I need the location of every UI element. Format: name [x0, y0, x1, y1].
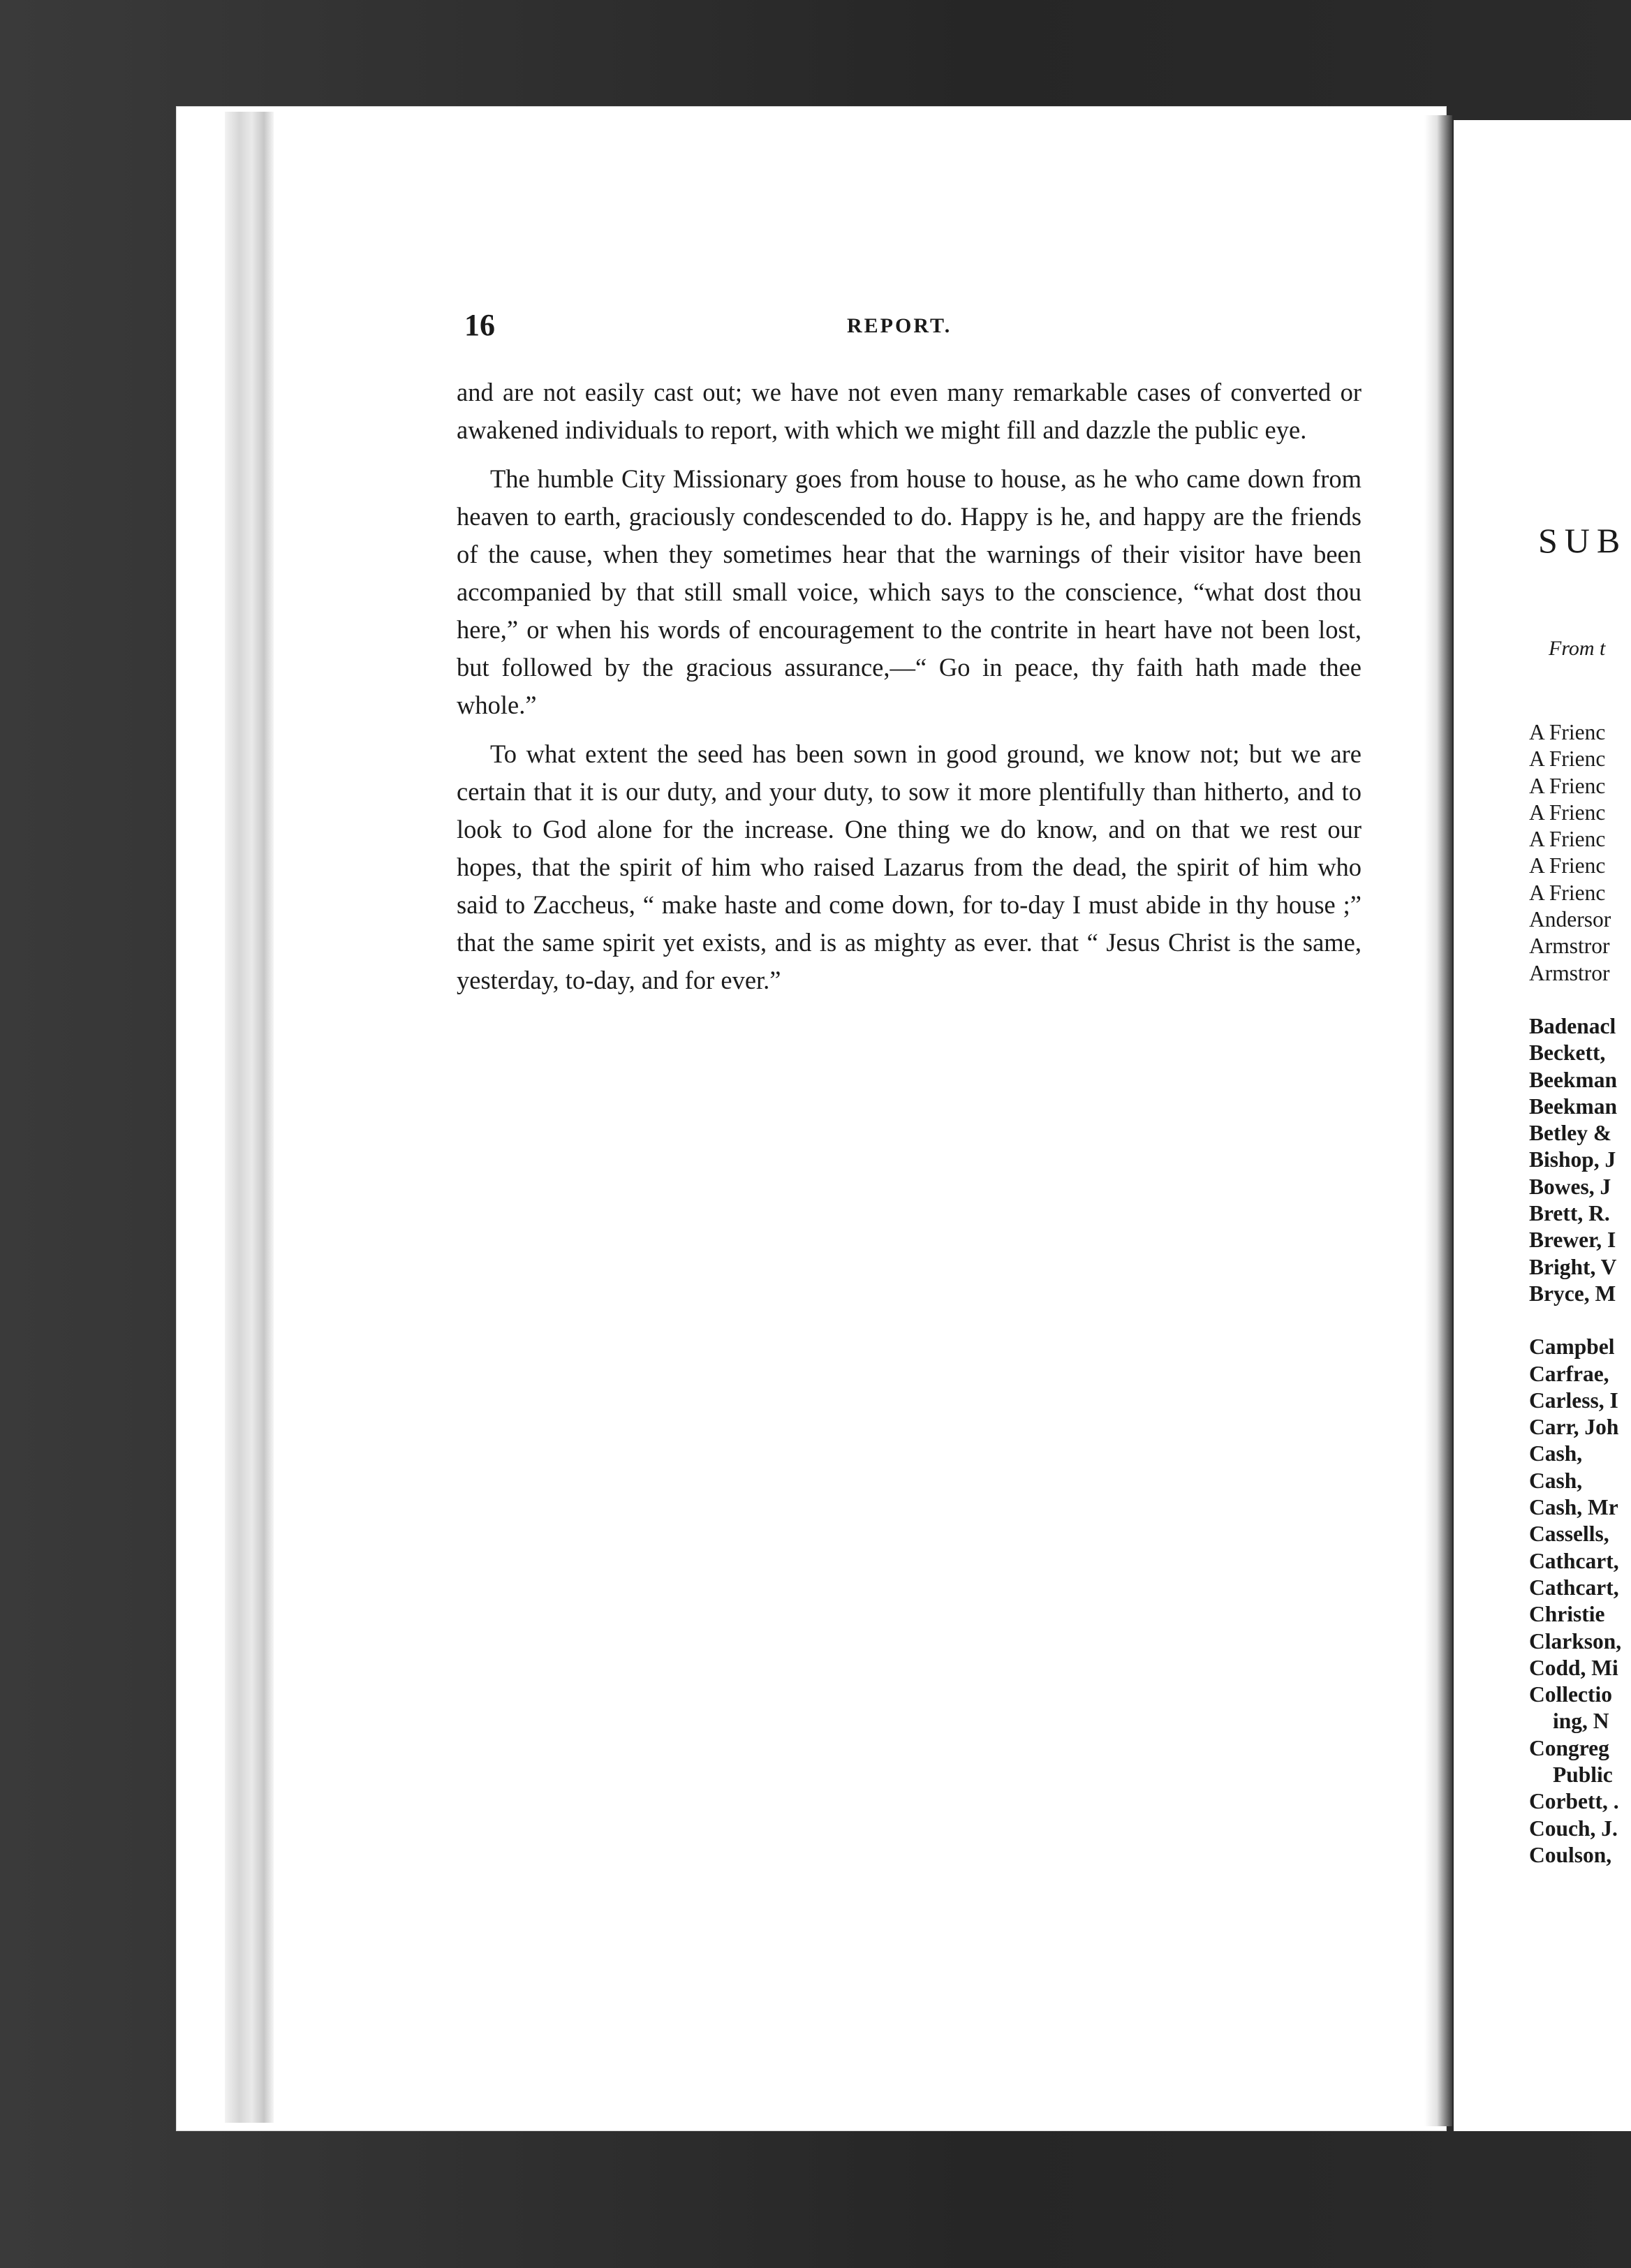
list-item: Bishop, J — [1529, 1147, 1616, 1172]
subscriber-list — [1529, 719, 1631, 1895]
list-item: Bryce, M — [1529, 1281, 1616, 1306]
list-item: A Frienc — [1529, 880, 1606, 905]
running-head: REPORT. — [847, 314, 952, 337]
list-item: Beekman — [1529, 1067, 1617, 1092]
list-item: Cassells, — [1529, 1522, 1609, 1547]
list-item: Cash, Mr — [1529, 1495, 1618, 1520]
list-item: A Frienc — [1529, 773, 1606, 798]
list-item: Cathcart, — [1529, 1575, 1619, 1600]
list-item: Clarkson, — [1529, 1628, 1622, 1654]
list-item: Collectio — [1529, 1682, 1612, 1707]
list-item: Armstror — [1529, 934, 1610, 959]
list-item: Brett, R. — [1529, 1201, 1610, 1226]
list-item: Couch, J. — [1529, 1816, 1618, 1841]
page-number: 16 — [464, 308, 495, 342]
list-item: Bowes, J — [1529, 1174, 1611, 1199]
list-item: A Frienc — [1529, 827, 1606, 852]
paragraph-2: The humble City Missionary goes from house to house, as he who came down from heaven to earth, graciously condescended to do. Happy is he, and happy are the friends of the cause, when they sometimes hear that the warnings of their visitor have been accompanied by that still small voice, which says to the conscience, “what dost thou here,” or when his words of encouragement to the contrite in heart have not been lost, but followed by the gracious assurance,—“ Go in peace, thy faith hath made thee whole.” — [457, 464, 1361, 719]
right-page-heading: SUB — [1538, 521, 1628, 560]
right-page-subheading: From t — [1549, 637, 1606, 660]
page-header — [464, 307, 1365, 349]
list-item: ing, N — [1553, 1709, 1609, 1734]
list-item: Christie — [1529, 1602, 1605, 1627]
list-item: Codd, Mi — [1529, 1655, 1618, 1680]
list-item: Carfrae, — [1529, 1361, 1609, 1386]
list-item: A Frienc — [1529, 746, 1606, 772]
list-item: Cash, — [1529, 1468, 1583, 1493]
list-item: Campbel — [1529, 1334, 1615, 1360]
list-item: Public — [1553, 1762, 1613, 1787]
list-item: Badenacl — [1529, 1013, 1616, 1038]
body-text — [457, 374, 1361, 1010]
list-item: Betley & — [1529, 1121, 1612, 1146]
list-group-c — [1529, 1334, 1631, 1869]
list-group-b — [1529, 1013, 1631, 1307]
book-gutter — [225, 112, 274, 2123]
list-item: A Frienc — [1529, 720, 1606, 744]
list-item: Beekman — [1529, 1094, 1617, 1119]
list-item: Andersor — [1529, 907, 1611, 932]
list-group-a — [1529, 719, 1631, 987]
list-item: A Frienc — [1529, 853, 1606, 878]
paragraph-3: To what extent the seed has been sown in good ground, we know not; but we are certain that it is our duty, and your duty, to sow it more plentifully than hitherto, and to look to God alone for the increase. One thing we do know, and on that we rest our hopes, that the spirit of him who raised Lazarus from the dead, the spirit of him who said to Zaccheus, “ make haste and come down, for to-day I must abide in thy house ;” that the same spirit yet exists, and is as mighty as ever. that “ Jesus Christ is the same, yesterday, to-day, and for ever.” — [457, 739, 1361, 994]
list-item: Cathcart, — [1529, 1548, 1619, 1573]
list-item: Corbett, . — [1529, 1789, 1619, 1814]
page-edge — [1424, 115, 1452, 2126]
list-item: Carr, Joh — [1529, 1415, 1619, 1440]
list-item: Cash, — [1529, 1441, 1583, 1466]
list-item: A Frienc — [1529, 800, 1606, 825]
list-item: Coulson, — [1529, 1842, 1612, 1867]
list-item: Congreg — [1529, 1735, 1609, 1760]
list-item: Carless, I — [1529, 1387, 1618, 1413]
paragraph-1: and are not easily cast out; we have not even many remarkable cases of converted or awakened individuals to report, with which we might fill and dazzle the public eye. — [457, 378, 1361, 444]
list-item: Bright, V — [1529, 1254, 1617, 1279]
list-item: Beckett, — [1529, 1040, 1606, 1066]
list-item: Brewer, I — [1529, 1228, 1616, 1253]
list-item: Armstror — [1529, 960, 1610, 985]
